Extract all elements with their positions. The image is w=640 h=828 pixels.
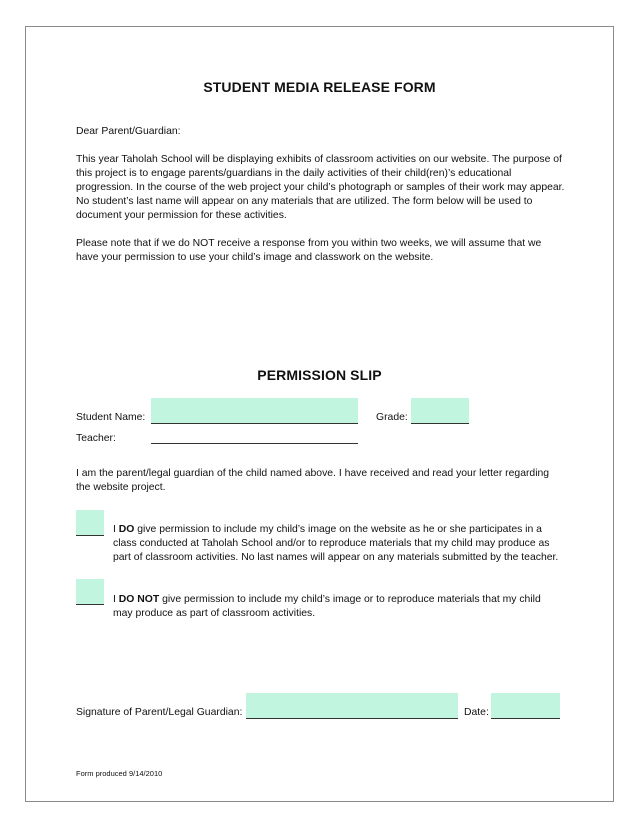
permission-yes-checkbox[interactable] [76, 510, 104, 536]
permission-yes-body: give permission to include my child’s image on the website as he or she participates in a class conducted at Taholah School and/or to reproduce materials that my child may produce as part of classroom activities. No last names will appear on any materials submitted by the teacher. [113, 524, 559, 563]
permission-yes-prefix: I [113, 524, 119, 535]
permission-slip-title: PERMISSION SLIP [257, 367, 382, 383]
acknowledgement-text: I am the parent/legal guardian of the child named above. I have received and read your letter regarding the website project. [76, 468, 550, 493]
permission-yes-text [113, 523, 563, 565]
form-title: STUDENT MEDIA RELEASE FORM [203, 79, 436, 95]
intro-paragraph: This year Taholah School will be displaying exhibits of classroom activities on our website. The purpose of this project is to engage parents/guardians in the daily activities of their child(ren)’s educational progression. In the course of the web project your child’s photograph or samples of their work may appear. No student’s last name will appear on any materials that are utilized. The form below will be used to document your permission for these activities. [76, 154, 565, 221]
permission-no-emphasis: DO NOT [118, 594, 160, 605]
salutation: Dear Parent/Guardian: [76, 126, 181, 137]
student-name-label: Student Name: [76, 412, 146, 423]
grade-label: Grade: [376, 412, 408, 423]
form-page [25, 26, 614, 802]
permission-yes-emphasis: DO [118, 524, 135, 535]
teacher-label: Teacher: [76, 433, 116, 444]
date-field[interactable] [491, 693, 560, 719]
signature-label: Signature of Parent/Legal Guardian: [76, 707, 243, 718]
signature-field[interactable] [246, 693, 458, 719]
date-label: Date: [464, 707, 489, 718]
grade-field[interactable] [411, 398, 469, 424]
footer-text: Form produced 9/14/2010 [76, 769, 163, 778]
teacher-field[interactable] [151, 431, 358, 444]
notice-paragraph: Please note that if we do NOT receive a response from you within two weeks, we will assume that we have your permission to use your child’s image and classwork on the website. [76, 238, 542, 263]
permission-no-checkbox[interactable] [76, 579, 104, 605]
student-name-field[interactable] [151, 398, 358, 424]
permission-no-prefix: I [113, 594, 119, 605]
permission-no-text [113, 593, 563, 621]
permission-no-body: give permission to include my child’s image or to reproduce materials that my child may produce as part of classroom activities. [113, 594, 541, 619]
